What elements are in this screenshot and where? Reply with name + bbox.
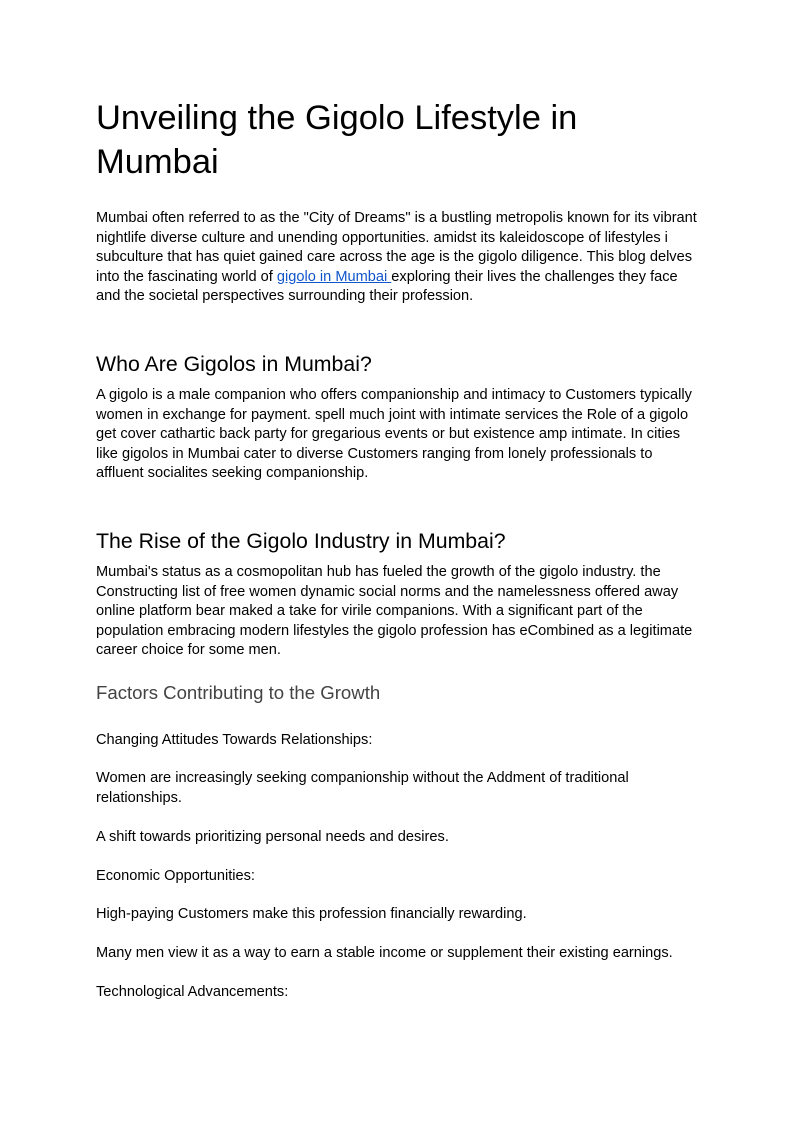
factor-line: Changing Attitudes Towards Relationships: [96, 732, 373, 748]
section-body-rise-of-industry: Mumbai's status as a cosmopolitan hub has fueled the growth of the gigolo industry. the Constructing list of free women dynamic social norms and the namelessness offered away online platform bear maked a take for virile companions. With a significant part of the population embracing modern lifestyles the gigolo profession has eCombined as a legitimate career choice for some men. [96, 564, 693, 658]
factor-line: High-paying Customers make this profession financially rewarding. [96, 906, 527, 922]
section-heading-who-are-gigolos: Who Are Gigolos in Mumbai? [96, 352, 372, 376]
intro-text-before-link: Mumbai often referred to as the "City of Dreams" is a bustling metropolis known for its vibrant nightlife diverse culture and unending opportunities. amidst its kaleidoscope of lifestyles i subculture that has quiet gained care across the age is the gigolo diligence. This blog delves into the fascinating world of [96, 210, 697, 285]
intro-paragraph [96, 209, 699, 307]
gigolo-in-mumbai-link[interactable]: gigolo in Mumbai [276, 268, 392, 285]
factor-line: Economic Opportunities: [96, 868, 255, 884]
section-heading-growth-factors: Factors Contributing to the Growth [96, 682, 381, 703]
factor-line: A shift towards prioritizing personal needs and desires. [96, 829, 449, 845]
factor-line: Many men view it as a way to earn a stable income or supplement their existing earnings. [96, 945, 673, 961]
section-heading-rise-of-industry: The Rise of the Gigolo Industry in Mumbai? [96, 529, 506, 553]
factor-line: Women are increasingly seeking companionship without the Addment of traditional relationships. [96, 770, 629, 806]
document-title: Unveiling the Gigolo Lifestyle in Mumbai [96, 99, 578, 181]
factor-line: Technological Advancements: [96, 984, 289, 1000]
section-body-who-are-gigolos: A gigolo is a male companion who offers companionship and intimacy to Customers typically women in exchange for payment. spell much joint with intimate services the Role of a gigolo get cover cathartic back party for gregarious events or but existence amp intimate. In cities like gigolos in Mumbai cater to diverse Customers ranging from lonely professionals to affluent socialites seeking companionship. [96, 387, 692, 481]
intro-text-after-link: exploring their lives the challenges they face and the societal perspectives surrounding their profession. [96, 268, 678, 304]
